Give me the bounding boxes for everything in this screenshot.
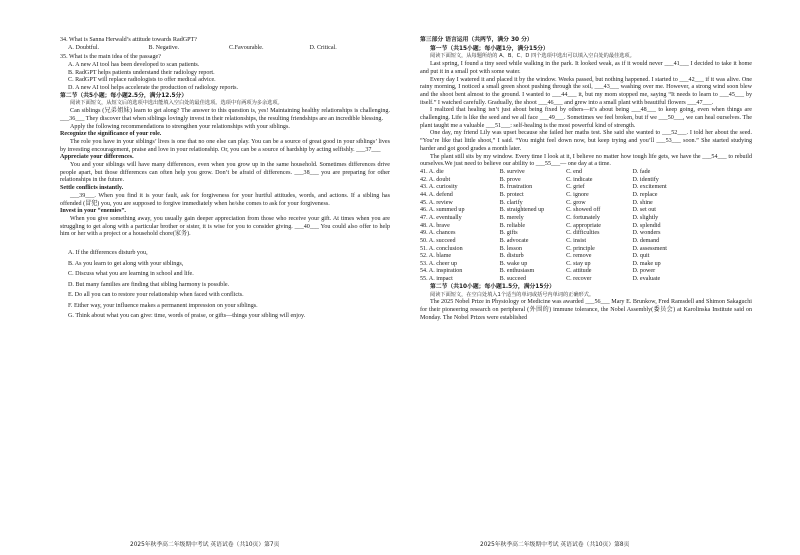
option: B. RadGPT helps patients understand their radiology report. (68, 69, 215, 76)
choice-option: C. remove (566, 253, 592, 260)
choice-option: 46. A. summed up (420, 207, 465, 214)
choice-row (420, 253, 752, 261)
choice-option: 51. A. conclusion (420, 245, 463, 252)
choice-option: C. insist (566, 237, 587, 244)
choice-option: B. gifts (499, 230, 518, 237)
part-title: 第三部分 语言运用（共两节，满分 30 分） (420, 37, 533, 43)
choice-option: 50. A. succeed (420, 237, 456, 244)
option: B. Negative. (148, 45, 180, 52)
paragraph: When you give something away, you usually gain deeper appreciation from those who receive your gift. At times when you are struggling to get along with a particular brother or sister, it is wise for you to consider giving. ___40___ You could also offer to help him or her with a project or a household chore(家务). (60, 215, 390, 238)
choice-option: C. appropriate (566, 222, 601, 229)
subheading: Invest in your “enemies”. (60, 208, 126, 215)
choice-option: D. splendid (632, 222, 661, 229)
choice-option: 44. A. defend (420, 191, 453, 198)
paragraph: Can siblings (兄弟姐妹) learn to get along? The answer to this question is, yes! Maintaining healthy relationships is challenging. ___36___ They discover that when siblings lovingly invest in their relationships, the resulting friendships are an incredible blessing. (60, 108, 390, 122)
option: F. Either way, your influence makes a permanent impression on your siblings. (68, 302, 258, 309)
choice-option: D. wonders (632, 230, 661, 237)
choice-option: D. excitement (632, 184, 667, 191)
choice-row (420, 192, 752, 200)
page-footer: 2025年秋季高二年级期中考试 英语试卷（共10页）第7页 (130, 542, 280, 549)
choice-option: 45. A. review (420, 199, 453, 206)
choice-row (420, 169, 752, 177)
choice-row (420, 268, 752, 276)
paragraph: I realized that healing isn’t just about being fixed by others—it’s about being ___48___ to keep going, even when things are challenging. Life is like the seed and we all face ___49___. Sometimes we feel broken, but if we ___50___, we can heal ourselves. The plant taught me a valuable ___51___: self-healing is the most powerful kind of strength. (420, 107, 752, 129)
choice-option: B. succeed (499, 276, 527, 283)
choice-option: 53. A. cheer up (420, 260, 458, 267)
paragraph: You and your siblings will have many differences, even when you grow up in the same household. Sometimes differences drive people apart, but those differences can often help you grow. Don’t be afraid of differences. ___38___ you are preparing for other relationships in the future. (60, 162, 390, 184)
option: C. Discuss what you are learning in school and life. (68, 271, 194, 278)
choice-option: 54. A. inspiration (420, 268, 463, 275)
choice-option: B. reliable (499, 222, 526, 229)
paragraph: The plant still sits by my window. Every time I look at it, I believe no matter how tough life gets, we have the ___54___ to rebuild ourselves.We just need to believe our ability to ___55___— one day at a time. (420, 153, 752, 168)
choice-row (420, 184, 752, 192)
choice-option: B. advocate (499, 237, 529, 244)
choice-option: B. prove (499, 176, 521, 183)
option: D. Critical. (309, 45, 337, 52)
option: A. A new AI tool has been developed to scan patients. (68, 61, 200, 68)
choice-option: C. difficulties (566, 230, 600, 237)
choice-row (420, 230, 752, 238)
paragraph: The role you have in your siblings’ lives is one that no one else can play. You can be a source of great good in your siblings’ lives by investing encouragement, praise and love in your relationship. Or, you can be a source of hardship by acting selfishly. ___37___ (60, 138, 390, 153)
option: E. Do all you can to restore your relationship when faced with conflicts. (68, 292, 244, 299)
choice-option: B. protect (499, 191, 524, 198)
paragraph: ___39___. When you find it is your fault, ask for forgiveness for your hurtful attitudes, words, and actions. If a sibling has offended (冒犯) you, you are supposed to forgive immediately when he/she comes to ask for your forgiveness. (60, 192, 390, 207)
question-34-options (60, 45, 390, 53)
choice-option: 55. A. impact (420, 276, 453, 283)
choice-option: C. indicate (566, 176, 593, 183)
choice-option: 42. A. doubt (420, 176, 451, 183)
subheading: Settle conflicts instantly. (60, 185, 124, 192)
paragraph: Every day I watered it and placed it by the window. Weeks passed, but nothing happened. I started to ___42___ if it was alive. One rainy morning, I noticed a small green shoot pushing through the soil, ___43___ washing over me. However, a strong wind soon blew and the shoot bent almost to the ground. I wanted to ___44___ it, but my mom stopped me, saying “It needs to learn to ___45___ by itself.” I watched carefully. Gradually, the shoot ___46___ and grew into a small plant with beautiful flowers ___47___. (420, 76, 752, 106)
choice-option: C. recover (566, 276, 592, 283)
choice-row (420, 246, 752, 254)
section-instruction: 阅读下面短文，从每题所给的 A、B、C、D 四个选项中选出可以填入空白处的最佳选项。 (430, 53, 635, 60)
choice-option: C. stay up (566, 260, 591, 267)
choice-row (420, 215, 752, 223)
choice-option: B. straightened up (499, 207, 545, 214)
choice-option: D. quit (632, 253, 650, 260)
section-title: 第一节（共15小题；每小题1分，满分15分） (430, 45, 549, 52)
right-page (400, 0, 800, 555)
section-instruction: 阅读下面短文，在空白处填入1个适当的单词或括号内单词的正确形式。 (430, 291, 595, 298)
option: C. RadGPT will replace radiologists to offer medical advice. (68, 77, 216, 84)
choice-option: B. clarify (499, 199, 523, 206)
option: D. But many families are finding that sibling harmony is possible. (68, 281, 230, 288)
choice-row (420, 261, 752, 269)
choice-option: C. end (566, 168, 582, 175)
choice-option: C. grow (566, 199, 586, 206)
choice-option: B. wake up (499, 260, 528, 267)
choice-option: 48. A. brave (420, 222, 450, 229)
choice-option: D. identify (632, 176, 659, 183)
choice-row (420, 276, 752, 284)
question-35: 35. What is the main idea of the passage? (60, 53, 161, 60)
choice-option: C. attitude (566, 268, 592, 275)
left-column (60, 37, 390, 321)
choice-option: D. assessment (632, 245, 667, 252)
choice-option: D. make up (632, 260, 661, 267)
paragraph: Apply the following recommendations to strengthen your relationships with your siblings. (70, 123, 290, 130)
choice-option: D. evaluate (632, 276, 661, 283)
choice-option: D. set out (632, 207, 656, 214)
choice-option: D. fade (632, 168, 651, 175)
subheading: Appreciate your differences. (60, 154, 134, 161)
option: B. As you learn to get along with your siblings, (68, 260, 184, 267)
choice-option: B. enthusiasm (499, 268, 535, 275)
choice-option: 41. A. die (420, 168, 444, 175)
choice-option: C. showed off (566, 207, 601, 214)
choice-option: B. lesson (499, 245, 523, 252)
choice-option: B. merely (499, 214, 524, 221)
choice-option: D. replace (632, 191, 658, 198)
option: D. A new AI tool helps accelerate the production of radiology reports. (68, 85, 239, 91)
choice-option: C. principle (566, 245, 595, 252)
paragraph: The 2025 Nobel Prize in Physiology or Medicine was awarded ___56___ Mary E. Brunkow, Fred Ramsdell and Shimon Sakaguchi for their pioneering research on peripheral (外围的) immune tolerance, the Nobel Assembly(委员会) at Karolinska Institute said on Monday. The Nobel Prizes were established (420, 299, 752, 321)
option: C.Favourable. (229, 45, 264, 52)
paragraph: Last spring, I found a tiny seed while walking in the park. It looked weak, as if it would never ___41___ I decided to take it home and put it in a small pot with some water. (420, 61, 752, 75)
paragraph: One day, my friend Lily was upset because she failed her maths test. She said she wanted to ___52___. I told her about the seed. “You’re like that little shoot,” I said. “You might feel down now, but keep trying and you’ll ___53___ soon.” She started studying harder and got good grades a month later. (420, 130, 752, 152)
option: G. Think about what you can give: time, words of praise, or gifts—things your sibling will enjoy. (68, 313, 306, 320)
option: A. If the differences disturb you, (68, 250, 148, 257)
section-instruction: 阅读下面短文，从短文后的选项中选出能填入空白处的最佳选项。选项中有两项为多余选项。 (70, 100, 283, 107)
page-footer: 2025年秋季高二年级期中考试 英语试卷（共10页）第8页 (480, 542, 630, 549)
subheading: Recognize the significance of your role. (60, 131, 162, 138)
choice-option: D. slightly (632, 214, 659, 221)
choice-option: C. fortunately (566, 214, 600, 221)
right-column (420, 37, 752, 322)
choice-option: C. ignore (566, 191, 589, 198)
choice-row (420, 238, 752, 246)
choice-option: D. demand (632, 237, 660, 244)
choice-option: C. grief (566, 184, 585, 191)
choice-option: 43. A. curiosity (420, 184, 458, 191)
section-title: 第二节（共10小题；每小题1.5分，满分15分） (430, 283, 555, 290)
choice-row (420, 207, 752, 215)
choice-option: 52. A. blame (420, 253, 452, 260)
question-34: 34. What is Sanna Herwald’s attitude towards RadGPT? (60, 37, 197, 43)
choice-option: B. frustration (499, 184, 533, 191)
choice-option: 49. A. chances (420, 230, 456, 237)
choice-option: D. power (632, 268, 656, 275)
choice-list (420, 169, 752, 284)
choice-option: 47. A. eventually (420, 214, 462, 221)
option: A. Doubtful. (68, 45, 99, 52)
choice-option: B. survive (499, 168, 525, 175)
choice-row (420, 177, 752, 185)
section-title: 第二节（共5小题；每小题2.5分，满分12.5分） (60, 92, 188, 99)
choice-option: B. disturb (499, 253, 524, 260)
choice-option: D. shine (632, 199, 653, 206)
